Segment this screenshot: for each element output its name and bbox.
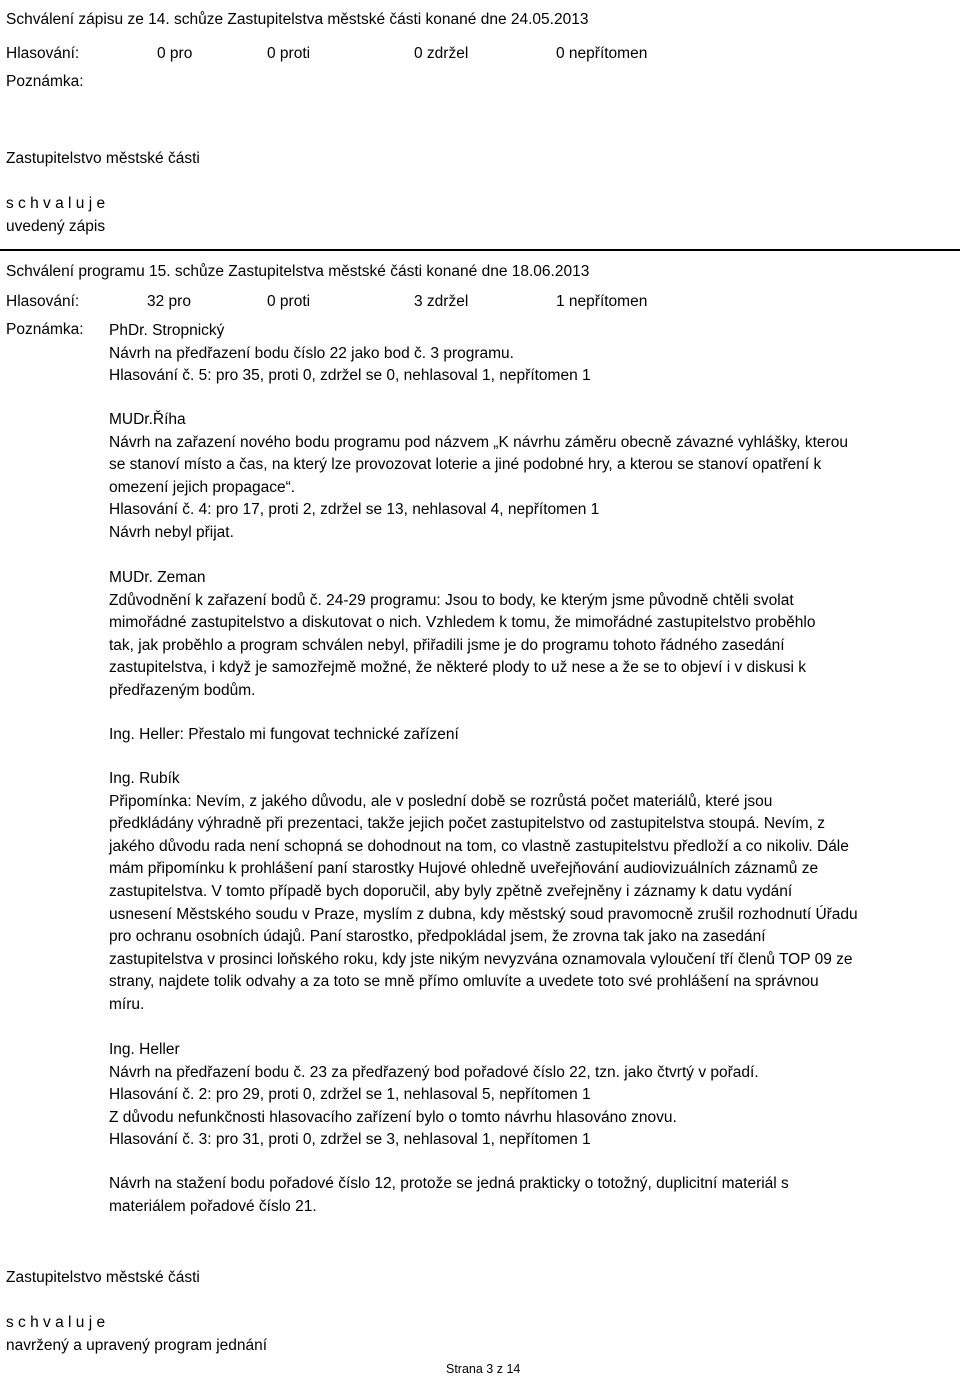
section1-title: Schválení zápisu ze 14. schůze Zastupitelstva městské části konané dne 24.05.2013 xyxy=(6,11,589,28)
vote-nepritomen: 0 nepřítomen xyxy=(556,45,648,62)
note-heller-2 xyxy=(109,1039,949,1152)
note-withdrawal xyxy=(109,1173,949,1218)
vote-result: Hlasování č. 4: pro 17, proti 2, zdržel se 13, nehlasoval 4, nepřítomen 1 xyxy=(109,501,600,519)
note-line: Zdůvodnění k zařazení bodů č. 24-29 programu: Jsou to body, ke kterým jsme původně chtěli svolat xyxy=(109,591,794,609)
section2-title: Schválení programu 15. schůze Zastupitelstva městské části konané dne 18.06.2013 xyxy=(6,263,590,280)
note-line: strany, najdete tolik odvahy a za toto se mně přímo omluvíte a uvedete toto své prohlášení na správnou xyxy=(109,973,819,991)
vote-proti: 0 proti xyxy=(267,45,311,62)
note-heller-1 xyxy=(109,724,949,747)
vote-pro: 32 pro xyxy=(147,293,191,310)
vote-pro: 0 pro xyxy=(157,45,193,62)
note-label: Poznámka: xyxy=(6,73,84,90)
note-line: Návrh na předřazení bodu č. 23 za předřazený bod pořadové číslo 22, tzn. jako čtvrtý v pořadí. xyxy=(109,1063,759,1081)
vote-label: Hlasování: xyxy=(6,45,80,62)
note-line: Ing. Heller: Přestalo mi fungovat technické zařízení xyxy=(109,726,459,743)
note-line: pro ochranu osobních údajů. Paní starostko, předpokládal jsem, že zrovna tak jako na zasedání xyxy=(109,928,766,946)
note-line: zastupitelstva, i když je samozřejmě možné, že některé plody to už nese a že se to objeví i v diskusi k xyxy=(109,659,806,677)
note-line: předřazeným bodům. xyxy=(109,681,256,699)
resolution-object: navržený a upravený program jednání xyxy=(6,1337,268,1354)
page-number: Strana 3 z 14 xyxy=(446,1362,521,1376)
speaker-name: PhDr. Stropnický xyxy=(109,322,225,339)
note-rubik xyxy=(109,768,949,1017)
note-line: Z důvodu nefunkčnosti hlasovacího zařízení bylo o tomto návrhu hlasováno znovu. xyxy=(109,1108,677,1126)
note-line: zastupitelstva. V tomto případě bych doporučil, aby byly zpětně zveřejněny i záznamy k datu vydání xyxy=(109,882,793,900)
vote-zdrzel: 0 zdržel xyxy=(414,45,469,62)
note-line: Připomínka: Nevím, z jakého důvodu, ale v poslední době se rozrůstá počet materiálů, které jsou xyxy=(109,792,773,810)
vote-nepritomen: 1 nepřítomen xyxy=(556,293,648,310)
vote-result: Hlasování č. 2: pro 29, proti 0, zdržel se 1, nehlasoval 5, nepřítomen 1 xyxy=(109,1086,591,1104)
note-line: omezení jejich propagace“. xyxy=(109,478,296,496)
note-line: tak, jak proběhlo a program schválen nebyl, přiřadili jsme je do programu tohoto řádného zasedání xyxy=(109,636,785,654)
note-line: materiálem pořadové číslo 21. xyxy=(109,1197,317,1215)
speaker-name: Ing. Rubík xyxy=(109,770,180,787)
note-line: Návrh nebyl přijat. xyxy=(109,523,234,541)
note-line: předkládány výhradně při prezentaci, takže jejich počet zastupitelstvo od zastupitelstva stoupá. Nevím, z xyxy=(109,815,825,833)
note-line: se stanoví místo a čas, na který lze provozovat loterie a jiné podobné hry, a kterou se stanoví opatření k xyxy=(109,456,822,474)
note-line: zastupitelstva v prosinci loňského roku, kdy jste nikým nevyzvána oznamovala vyloučení tří členů TOP 09 ze xyxy=(109,950,853,968)
vote-result: Hlasování č. 5: pro 35, proti 0, zdržel se 0, nehlasoval 1, nepřítomen 1 xyxy=(109,367,591,385)
resolution-verb: s c h v a l u j e xyxy=(6,1314,106,1331)
note-line: usnesení Městského soudu v Praze, myslím z dubna, kdy městský soud pravomocně zrušil rozhodnutí Úřadu xyxy=(109,905,858,923)
note-line: jakého důvodu rada není schopná se dohodnout na tom, co vlastně zastupitelstvu předloží a co nikoliv. Dále xyxy=(109,837,849,855)
resolution-body: Zastupitelstvo městské části xyxy=(6,150,200,167)
speaker-name: MUDr. Zeman xyxy=(109,569,206,586)
section-divider xyxy=(0,249,960,251)
vote-label: Hlasování: xyxy=(6,293,80,310)
vote-result: Hlasování č. 3: pro 31, proti 0, zdržel se 3, nehlasoval 1, nepřítomen 1 xyxy=(109,1131,591,1149)
note-line: Návrh na zařazení nového bodu programu pod názvem „K návrhu záměru obecně závazné vyhlášky, kterou xyxy=(109,433,848,451)
note-line: míru. xyxy=(109,995,145,1013)
speaker-name: MUDr.Říha xyxy=(109,411,186,428)
note-line: Návrh na stažení bodu pořadové číslo 12, protože se jedná prakticky o totožný, duplicitní materiál s xyxy=(109,1175,789,1192)
note-zeman xyxy=(109,567,949,703)
vote-zdrzel: 3 zdržel xyxy=(414,293,469,310)
note-label: Poznámka: xyxy=(6,321,84,338)
resolution-body: Zastupitelstvo městské části xyxy=(6,1269,200,1286)
note-stropnicky xyxy=(109,320,949,388)
resolution-object: uvedený zápis xyxy=(6,218,106,235)
vote-proti: 0 proti xyxy=(267,293,311,310)
note-line: Návrh na předřazení bodu číslo 22 jako bod č. 3 programu. xyxy=(109,344,514,362)
resolution-verb: s c h v a l u j e xyxy=(6,195,106,212)
note-line: mám připomínku k prohlášení paní starostky Hujové ohledně uveřejňování audiovizuálních záznamů ze xyxy=(109,860,819,878)
speaker-name: Ing. Heller xyxy=(109,1041,180,1058)
note-riha xyxy=(109,409,949,545)
note-line: mimořádné zastupitelstvo a diskutovat o nich. Vzhledem k tomu, že mimořádné zastupitelstvo proběhlo xyxy=(109,614,816,632)
